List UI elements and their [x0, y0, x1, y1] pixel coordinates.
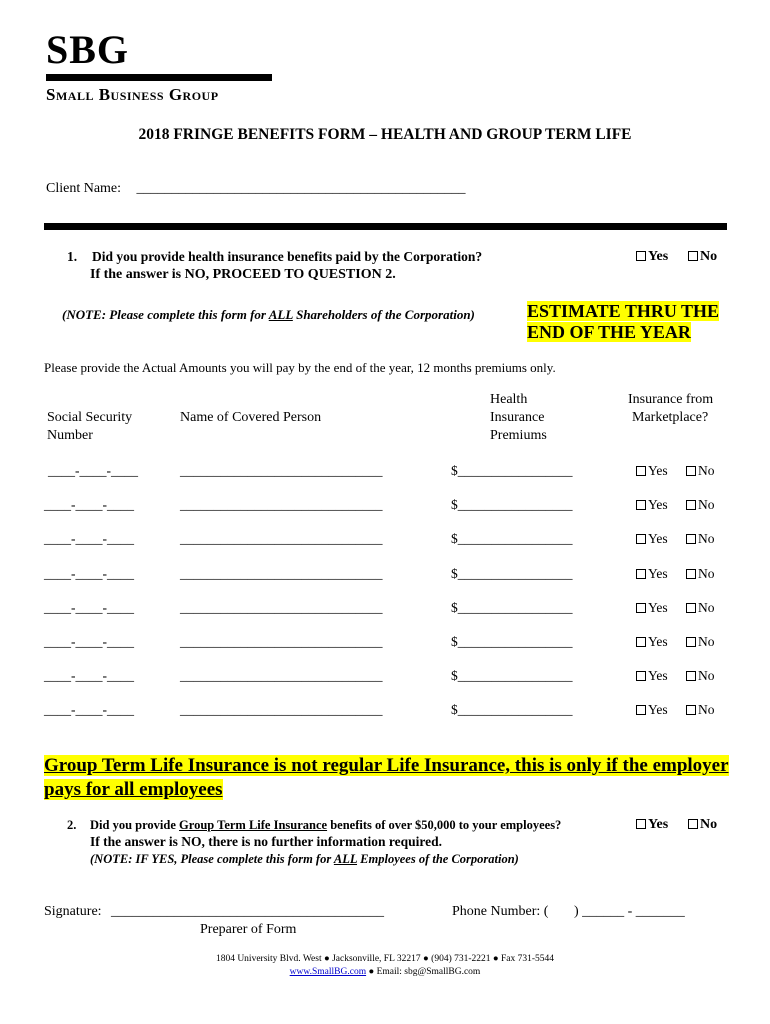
marketplace-no-option[interactable]: No	[686, 702, 715, 718]
preparer-label: Preparer of Form	[200, 922, 297, 937]
marketplace-no-option[interactable]: No	[686, 600, 715, 616]
marketplace-yes-option[interactable]: Yes	[636, 531, 668, 547]
marketplace-no-option[interactable]: No	[686, 566, 715, 582]
phone-label: Phone Number: (	[452, 904, 549, 919]
checkbox-icon[interactable]	[686, 671, 696, 681]
premium-amount-field[interactable]: $_________________	[451, 668, 573, 683]
q2-number: 2.	[67, 818, 77, 832]
q1-note: (NOTE: Please complete this form for ALL Shareholders of the Corporation)	[62, 307, 475, 322]
checkbox-icon[interactable]	[686, 466, 696, 476]
checkbox-icon[interactable]	[686, 603, 696, 613]
marketplace-yes-option[interactable]: Yes	[636, 566, 668, 582]
checkbox-icon[interactable]	[636, 705, 646, 715]
ssn-field[interactable]: ____-____-____	[44, 497, 134, 512]
q2-note: (NOTE: IF YES, Please complete this form for ALL Employees of the Corporation)	[90, 852, 519, 866]
marketplace-no-option[interactable]: No	[686, 668, 715, 684]
marketplace-no-option[interactable]: No	[686, 634, 715, 650]
marketplace-yes-option[interactable]: Yes	[636, 463, 668, 479]
phone-field[interactable]	[452, 904, 685, 920]
signature-field[interactable]	[44, 904, 384, 920]
marketplace-yes-option[interactable]: Yes	[636, 497, 668, 513]
premium-amount-field[interactable]: $_________________	[451, 566, 573, 581]
covered-person-field[interactable]: ______________________________	[180, 463, 383, 478]
q1-number: 1.	[67, 249, 78, 264]
client-name-line: _______________________________________________	[136, 181, 466, 196]
q2-yes-option[interactable]: Yes	[636, 817, 668, 833]
covered-person-field[interactable]: ______________________________	[180, 634, 383, 649]
signature-label: Signature:	[44, 904, 102, 919]
checkbox-icon[interactable]	[636, 819, 646, 829]
ssn-field[interactable]: ____-____-____	[44, 634, 134, 649]
checkbox-icon[interactable]	[688, 251, 698, 261]
client-name-field[interactable]	[46, 181, 466, 197]
premium-amount-field[interactable]: $_________________	[451, 702, 573, 717]
ssn-field[interactable]: ____-____-____	[44, 668, 134, 683]
instructions-text: Please provide the Actual Amounts you will pay by the end of the year, 12 months premiums only.	[44, 360, 556, 375]
footer-email: ● Email: sbg@SmallBG.com	[366, 967, 481, 977]
ssn-field[interactable]: ____-____-____	[48, 463, 138, 478]
marketplace-yes-option[interactable]: Yes	[636, 702, 668, 718]
checkbox-icon[interactable]	[686, 705, 696, 715]
marketplace-no-option[interactable]: No	[686, 463, 715, 479]
group-term-life-banner: Group Term Life Insurance is not regular Life Insurance, this is only if the employer pays for all employees	[44, 755, 729, 800]
checkbox-icon[interactable]	[636, 569, 646, 579]
premium-amount-field[interactable]: $_________________	[451, 463, 573, 478]
q1-followup: If the answer is NO, PROCEED TO QUESTION 2.	[90, 267, 396, 282]
ssn-field[interactable]: ____-____-____	[44, 566, 134, 581]
premium-amount-field[interactable]: $_________________	[451, 531, 573, 546]
ssn-field[interactable]: ____-____-____	[44, 600, 134, 615]
covered-person-field[interactable]: ______________________________	[180, 531, 383, 546]
checkbox-icon[interactable]	[636, 671, 646, 681]
marketplace-yes-option[interactable]: Yes	[636, 600, 668, 616]
logo-text: SBG	[46, 27, 130, 72]
q2-text: Did you provide Group Term Life Insurance benefits of over $50,000 to your employees?	[90, 818, 562, 832]
signature-line: _______________________________________	[111, 904, 385, 919]
logo-subtitle: Small Business Group	[46, 85, 219, 104]
checkbox-icon[interactable]	[686, 569, 696, 579]
covered-person-field[interactable]: ______________________________	[180, 668, 383, 683]
estimate-notice: ESTIMATE THRU THE END OF THE YEAR	[527, 301, 720, 342]
marketplace-yes-option[interactable]: Yes	[636, 634, 668, 650]
header-ssn: Social Security Number	[47, 410, 133, 443]
header-premiums: Health Insurance Premiums	[490, 392, 547, 443]
covered-person-field[interactable]: ______________________________	[180, 497, 383, 512]
q2-followup: If the answer is NO, there is no further information required.	[90, 834, 442, 849]
covered-person-field[interactable]: ______________________________	[180, 566, 383, 581]
q1-no-option[interactable]: No	[688, 249, 717, 265]
form-title: 2018 FRINGE BENEFITS FORM – HEALTH AND GROUP TERM LIFE	[138, 126, 632, 143]
checkbox-icon[interactable]	[636, 251, 646, 261]
premium-amount-field[interactable]: $_________________	[451, 600, 573, 615]
phone-line: ) ______ - _______	[573, 904, 685, 919]
q1-text: Did you provide health insurance benefits paid by the Corporation?	[92, 249, 483, 264]
checkbox-icon[interactable]	[688, 819, 698, 829]
website-link[interactable]: www.SmallBG.com	[289, 967, 367, 977]
covered-person-field[interactable]: ______________________________	[180, 600, 383, 615]
section-divider	[44, 223, 727, 230]
header-name: Name of Covered Person	[180, 410, 322, 425]
covered-person-field[interactable]: ______________________________	[180, 702, 383, 717]
checkbox-icon[interactable]	[686, 534, 696, 544]
premium-amount-field[interactable]: $_________________	[451, 497, 573, 512]
checkbox-icon[interactable]	[636, 466, 646, 476]
q1-yes-option[interactable]: Yes	[636, 249, 668, 265]
header-marketplace: Insurance from Marketplace?	[628, 392, 714, 425]
checkbox-icon[interactable]	[636, 500, 646, 510]
premium-amount-field[interactable]: $_________________	[451, 634, 573, 649]
checkbox-icon[interactable]	[636, 637, 646, 647]
q2-no-option[interactable]: No	[688, 817, 717, 833]
footer-address: 1804 University Blvd. West ● Jacksonville, FL 32217 ● (904) 731-2221 ● Fax 731-5544	[215, 954, 555, 964]
checkbox-icon[interactable]	[686, 500, 696, 510]
checkbox-icon[interactable]	[686, 637, 696, 647]
footer-contact	[0, 967, 770, 977]
ssn-field[interactable]: ____-____-____	[44, 702, 134, 717]
marketplace-no-option[interactable]: No	[686, 531, 715, 547]
client-name-label: Client Name:	[46, 181, 122, 196]
logo-bar	[46, 74, 272, 81]
ssn-field[interactable]: ____-____-____	[44, 531, 134, 546]
checkbox-icon[interactable]	[636, 603, 646, 613]
marketplace-yes-option[interactable]: Yes	[636, 668, 668, 684]
checkbox-icon[interactable]	[636, 534, 646, 544]
marketplace-no-option[interactable]: No	[686, 497, 715, 513]
